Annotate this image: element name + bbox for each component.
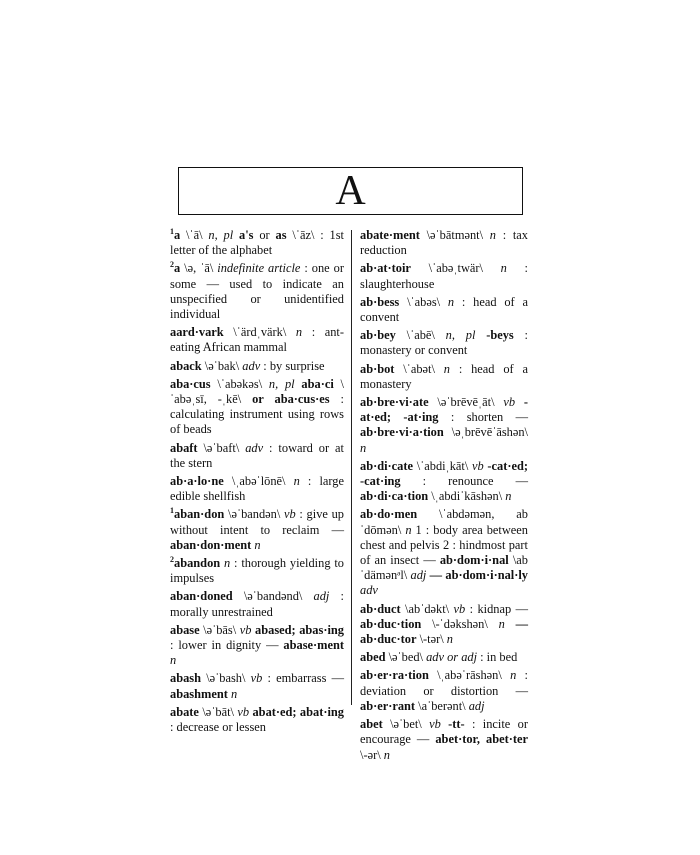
- pronunciation: \ˈabē\: [395, 328, 446, 343]
- derived-headword: ab·er·rant: [360, 698, 416, 713]
- definition: : shorten —: [438, 410, 528, 425]
- pronunciation: \əˈbandən\: [224, 507, 284, 522]
- pronunciation: \ˌabəˈlōnē\: [223, 474, 294, 489]
- derived-headword: — ab·duc·tor: [360, 616, 528, 647]
- definition: : kidnap —: [465, 601, 528, 616]
- entry-headword: ab·at·toir: [360, 261, 411, 276]
- definition: : toward or at the stern: [170, 440, 344, 470]
- part-of-speech: n: [498, 616, 505, 631]
- pronunciation: \əˈbātmənt\: [419, 228, 490, 242]
- definition: : give up without intent to reclaim —: [170, 507, 344, 537]
- derived-headword: ab·dom·i·nal: [439, 553, 509, 568]
- definition: : lower in dignity —: [170, 638, 284, 653]
- pronunciation: \abˈdämənᵊl\: [360, 553, 528, 583]
- dictionary-entry: [360, 395, 528, 456]
- entry-headword: ab·di·cate: [360, 458, 414, 473]
- pronunciation: \ˈabəs\: [399, 294, 448, 309]
- part-of-speech: n: [405, 522, 412, 537]
- part-of-speech: n: [500, 261, 507, 276]
- entry-headword: ab·duct: [360, 601, 401, 616]
- part-of-speech: n: [251, 537, 261, 552]
- dictionary-entry: [170, 705, 344, 735]
- dictionary-entry: [360, 459, 528, 505]
- definition: : deviation or distortion —: [360, 668, 528, 698]
- definition: : head of a convent: [360, 294, 528, 325]
- entry-headword: a: [174, 228, 181, 242]
- part-of-speech: n: [383, 747, 390, 762]
- definition: : in bed: [477, 650, 518, 665]
- entry-headword: ab·bess: [360, 294, 400, 309]
- pronunciation: \əˈbaft\: [197, 440, 246, 455]
- inflected-form: abased; abas·ing: [251, 622, 344, 637]
- derived-headword: abet·tor, abet·ter: [435, 732, 528, 747]
- inflected-form: -beys: [475, 328, 514, 343]
- part-of-speech: vb: [237, 704, 250, 719]
- pronunciation: \əˈbrēvēˌāt\: [428, 395, 504, 410]
- pronunciation: \əˌbrēvēˈāshən\: [443, 425, 528, 440]
- entry-headword: ab·bre·vi·ate: [360, 395, 429, 410]
- pronunciation: \ˈabəkəs\: [210, 376, 269, 391]
- part-of-speech: vb: [472, 458, 484, 473]
- definition: : renounce —: [400, 474, 528, 489]
- pronunciation: \-ər\: [360, 747, 384, 762]
- entry-headword: abet: [360, 717, 383, 732]
- pronunciation: \ˈabət\: [394, 361, 444, 376]
- part-of-speech: vb: [429, 717, 441, 732]
- definition: : by surprise: [260, 358, 325, 373]
- part-of-speech: n: [224, 556, 231, 571]
- dictionary-entry: [170, 228, 344, 258]
- inflected-form: -tt-: [440, 717, 465, 732]
- part-of-speech: adj: [313, 589, 330, 604]
- right-column: [360, 228, 528, 766]
- pronunciation: \aˈberənt\: [415, 698, 469, 713]
- section-letter: A: [335, 168, 366, 214]
- part-of-speech: n: [510, 668, 517, 683]
- dictionary-entry: [360, 668, 528, 714]
- definition: : incite or encourage —: [360, 717, 528, 747]
- pronunciation: \əˈbandənd\: [232, 589, 314, 604]
- pronunciation: \-ˈdəkshən\: [421, 616, 499, 631]
- dictionary-entry: [170, 474, 344, 504]
- part-of-speech: adv: [245, 440, 264, 455]
- part-of-speech: n: [443, 361, 450, 376]
- part-of-speech: vb: [453, 601, 466, 616]
- entry-headword: abase: [170, 622, 200, 637]
- part-of-speech: vb: [284, 507, 296, 522]
- part-of-speech: adj: [410, 568, 427, 583]
- pronunciation: \əˈbash\: [201, 671, 251, 686]
- pronunciation: \ˌabdiˈkāshən\: [428, 489, 506, 504]
- part-of-speech: vb: [503, 395, 516, 410]
- pronunciation: \abˈdəkt\: [400, 601, 454, 616]
- part-of-speech: n: [293, 474, 300, 489]
- definition: : tax reduction: [360, 228, 528, 258]
- derived-headword: abase·ment: [283, 638, 344, 653]
- part-of-speech: adv or adj: [426, 650, 478, 665]
- definition: : head of a monastery: [360, 361, 529, 391]
- inflected-form: aba·ci: [294, 376, 334, 391]
- dictionary-entry: [170, 623, 344, 669]
- dictionary-entry: [170, 325, 344, 355]
- pronunciation: \ˈabdiˌkāt\: [413, 458, 472, 473]
- dictionary-entry: [170, 671, 344, 701]
- dictionary-entry: [360, 328, 528, 358]
- dictionary-entry: [360, 717, 528, 763]
- part-of-speech: n: [505, 489, 512, 504]
- definition: : calculating instrument using rows of beads: [170, 392, 344, 437]
- dictionary-entry: [360, 362, 528, 392]
- homograph-number: 2: [170, 260, 174, 270]
- inflected-form: -at·ed; -at·ing: [360, 395, 528, 425]
- entry-headword: a: [174, 261, 181, 276]
- definition: : monastery or convent: [360, 328, 529, 358]
- part-of-speech: indefinite article: [217, 261, 301, 276]
- part-of-speech: n, pl: [445, 328, 476, 343]
- derived-headword: aban·don·ment: [170, 537, 252, 552]
- part-of-speech: n, pl: [208, 228, 234, 242]
- definition: : thorough yielding to impulses: [170, 556, 344, 586]
- part-of-speech: n: [446, 632, 453, 647]
- pronunciation: \əˈbed\: [385, 650, 427, 665]
- definition: 1 : body area between chest and pelvis 2 : hindmost part of an insect —: [360, 522, 529, 568]
- dictionary-entry: [360, 650, 528, 665]
- part-of-speech: n: [295, 325, 303, 340]
- dictionary-entry: [360, 228, 528, 258]
- entry-headword: abed: [360, 650, 386, 665]
- part-of-speech: adv: [360, 583, 378, 598]
- dictionary-entry: [360, 507, 528, 598]
- inflected-form: or aba·cus·es: [252, 392, 330, 407]
- part-of-speech: n: [360, 440, 367, 455]
- dictionary-entry: [170, 441, 344, 471]
- left-column: [170, 228, 344, 738]
- derived-headword: abashment: [170, 686, 228, 701]
- homograph-number: 2: [170, 554, 174, 564]
- entry-headword: abash: [170, 671, 201, 686]
- derived-headword: ab·duc·tion: [360, 616, 422, 631]
- inflected-form: abat·ed; abat·ing: [249, 704, 345, 719]
- definition: : ant-eating African mammal: [170, 325, 345, 355]
- entry-headword: abate: [170, 704, 199, 719]
- pronunciation: or: [253, 228, 276, 242]
- inflected-form: as: [275, 228, 287, 242]
- pronunciation: \əˈbak\: [201, 358, 243, 373]
- entry-headword: aban·don: [174, 507, 225, 522]
- homograph-number: 1: [170, 226, 174, 236]
- part-of-speech: n: [227, 686, 238, 701]
- part-of-speech: adj: [468, 698, 485, 713]
- entry-headword: aback: [170, 358, 202, 373]
- pronunciation: \ˈärdˌvärk\: [223, 325, 296, 340]
- entry-headword: abandon: [174, 556, 221, 571]
- definition: : slaughterhouse: [360, 261, 529, 291]
- entry-headword: ab·bey: [360, 328, 396, 343]
- part-of-speech: vb: [239, 622, 252, 637]
- section-letter-box: [178, 167, 523, 215]
- pronunciation: \ˈabdəmən, abˈdōmən\: [360, 507, 528, 537]
- part-of-speech: adv: [242, 358, 261, 373]
- pronunciation: \ˌabəˈrāshən\: [428, 668, 511, 683]
- derived-headword: — ab·dom·i·nal·ly: [426, 568, 528, 583]
- pronunciation: \əˈbet\: [382, 717, 430, 732]
- entry-headword: aard·vark: [170, 325, 224, 340]
- dictionary-entry: [170, 556, 344, 586]
- part-of-speech: n, pl: [268, 376, 295, 391]
- definition: : morally unrestrained: [170, 589, 344, 619]
- dictionary-entry: [170, 589, 344, 619]
- part-of-speech: n: [447, 294, 455, 309]
- pronunciation: \ˈabəˌtwär\: [410, 261, 501, 276]
- pronunciation: \əˈbāt\: [198, 704, 238, 719]
- inflected-form: -cat·ed; -cat·ing: [360, 458, 528, 489]
- entry-headword: ab·a·lo·ne: [170, 474, 224, 489]
- entry-headword: abate·ment: [360, 228, 420, 242]
- column-divider: [351, 230, 352, 705]
- entry-headword: ab·do·men: [360, 507, 418, 522]
- entry-headword: ab·er·ra·tion: [360, 668, 429, 683]
- entry-headword: aban·doned: [170, 589, 233, 604]
- pronunciation: \ˈabəˌsī, -ˌkē\: [170, 376, 344, 407]
- derived-headword: ab·di·ca·tion: [360, 489, 429, 504]
- homograph-number: 1: [170, 506, 174, 516]
- dictionary-entry: [170, 261, 344, 322]
- pronunciation: \ˈā\: [180, 228, 209, 242]
- definition: : decrease or lessen: [170, 720, 266, 735]
- pronunciation: \ə, ˈā\: [180, 261, 218, 276]
- part-of-speech: n: [170, 653, 177, 668]
- entry-headword: ab·bot: [360, 361, 395, 376]
- pronunciation: \-tər\: [416, 632, 447, 647]
- entry-headword: aba·cus: [170, 376, 211, 391]
- definition: \ˈāz\ : 1st letter of the alphabet: [170, 228, 344, 258]
- definition: : large edible shellfish: [170, 474, 344, 504]
- part-of-speech: vb: [250, 671, 263, 686]
- pronunciation: \əˈbās\: [199, 622, 240, 637]
- dictionary-entry: [170, 359, 344, 374]
- dictionary-entry: [170, 507, 344, 553]
- entry-headword: abaft: [170, 440, 198, 455]
- inflected-form: a's: [233, 228, 254, 242]
- definition: : one or some — used to indicate an unspecified or unidentified individual: [170, 261, 344, 322]
- dictionary-entry: [360, 602, 528, 648]
- definition: : embarrass —: [262, 671, 344, 686]
- dictionary-entry: [360, 261, 528, 291]
- derived-headword: ab·bre·vi·a·tion: [360, 425, 444, 440]
- dictionary-entry: [360, 295, 528, 325]
- part-of-speech: n: [489, 228, 496, 242]
- dictionary-entry: [170, 377, 344, 438]
